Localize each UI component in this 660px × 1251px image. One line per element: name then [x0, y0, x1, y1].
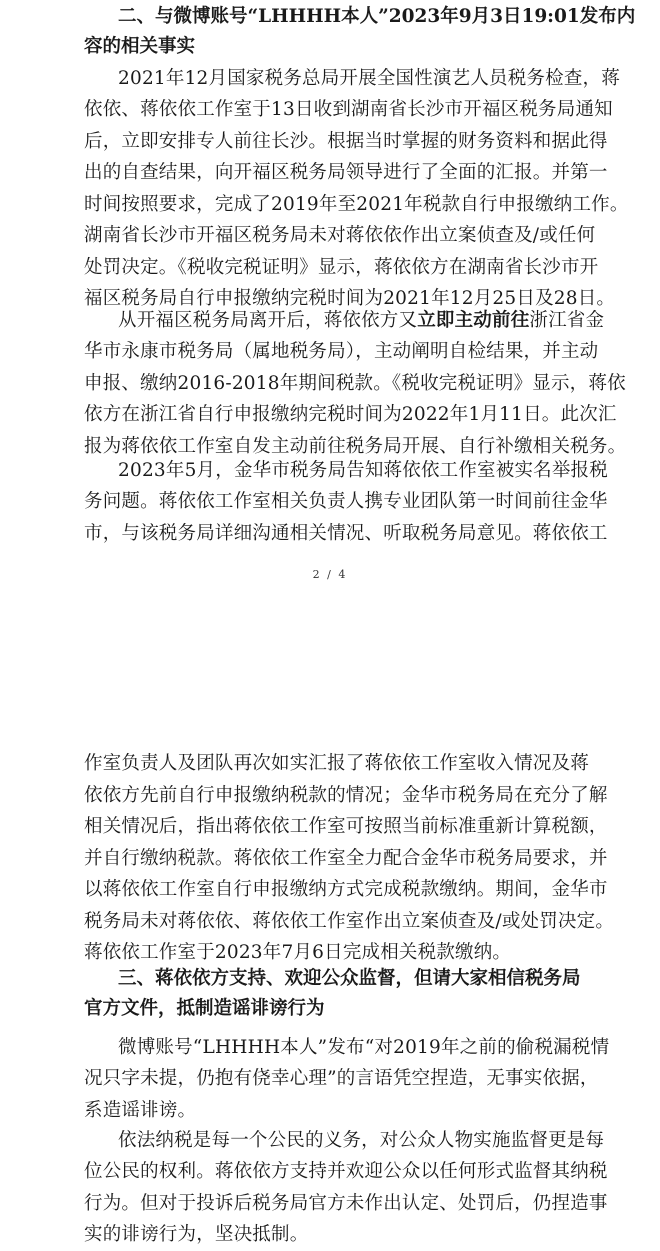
text-line: 后，立即安排专人前往长沙。根据当时掌握的财务资料和据此得	[84, 130, 608, 152]
text-line: 时间按照要求，完成了2019年至2021年税款自行申报缴纳工作。	[84, 193, 629, 215]
text-run: 从开福区税务局离开后，蒋依依方又	[118, 310, 418, 331]
section-2-heading	[118, 2, 635, 32]
text-run: 浙江省金	[529, 310, 605, 331]
emphasis-text: 立即主动前往	[417, 310, 530, 331]
text-line: 福区税务局自行申报缴纳完税时间为2021年12月25日及28日。	[84, 288, 616, 309]
text-line	[118, 305, 604, 337]
text-line: 处罚决定。《税收完税证明》显示，蒋依依方在湖南省长沙市开	[84, 256, 599, 278]
paragraph-4	[118, 1032, 609, 1064]
text-line: 系造谣诽谤。	[84, 1099, 197, 1121]
paragraph-2-body	[84, 336, 626, 462]
text-line: 况只字未提，仍抱有侥幸心理”的言语凭空捏造，无事实依据，	[84, 1068, 599, 1089]
paragraph-continued	[84, 748, 614, 969]
heading-line: 三、蒋依依方支持、欢迎公众监督，但请大家相信税务局	[118, 968, 581, 989]
text-line: 蒋依依工作室于2023年7月6日完成相关税款缴纳。	[84, 942, 512, 963]
document-page-2	[0, 0, 660, 600]
heading-line: 容的相关事实	[84, 36, 196, 57]
section-3-heading	[118, 964, 581, 994]
heading-line: 官方文件，抵制造谣诽谤行为	[84, 998, 325, 1019]
text-line: 位公民的权利。蒋依依方支持并欢迎公众以任何形式监督其纳税	[84, 1161, 608, 1182]
section-2-heading-cont	[84, 32, 195, 62]
paragraph-4-body	[84, 1063, 599, 1126]
text-line: 报为蒋依依工作室自发主动前往税务局开展、自行补缴相关税务。	[84, 435, 627, 457]
text-line: 并自行缴纳税款。蒋依依工作室全力配合金华市税务局要求，并	[84, 847, 608, 869]
text-line: 湖南省长沙市开福区税务局未对蒋依依作出立案侦查及/或任何	[84, 225, 596, 246]
text-line: 出的自查结果，向开福区税务局领导进行了全面的汇报。并第一	[84, 162, 608, 183]
paragraph-2	[118, 305, 604, 337]
paragraph-3-body	[84, 486, 608, 549]
page-number: 2 / 4	[312, 568, 348, 581]
text-line: 依依、蒋依依工作室于13日收到湖南省长沙市开福区税务局通知	[84, 99, 613, 120]
paragraph-5-body	[84, 1156, 608, 1251]
text-line: 税务局未对蒋依依、蒋依依工作室作出立案侦查及/或处罚决定。	[84, 910, 615, 932]
text-line: 以蒋依依工作室自行申报缴纳方式完成税款缴纳。期间，金华市	[84, 879, 608, 900]
text-line: 依方在浙江省自行申报缴纳完税时间为2022年1月11日。此次汇	[84, 404, 617, 425]
text-line: 行为。但对于投诉后税务局官方未作出认定、处罚后，仍捏造事	[84, 1192, 608, 1214]
text-line: 实的诽谤行为，坚决抵制。	[84, 1224, 309, 1245]
paragraph-5	[118, 1125, 604, 1157]
section-3-heading-cont	[84, 994, 325, 1024]
document-page-3	[0, 740, 660, 1245]
text-line: 市，与该税务局详细沟通相关情况、听取税务局意见。蒋依依工	[84, 522, 608, 544]
text-line: 2023年5月，金华市税务局告知蒋依依工作室被实名举报税	[118, 460, 608, 481]
text-line: 依依方先前自行申报缴纳税款的情况；金华市税务局在充分了解	[84, 784, 608, 806]
paragraph-3	[118, 455, 608, 487]
text-line: 依法纳税是每一个公民的义务，对公众人物实施监督更是每	[118, 1130, 605, 1151]
text-line: 务问题。蒋依依工作室相关负责人携专业团队第一时间前往金华	[84, 491, 608, 512]
text-line: 2021年12月国家税务总局开展全国性演艺人员税务检查，蒋	[118, 68, 620, 89]
paragraph-1-body	[84, 94, 629, 315]
page-gap	[0, 600, 660, 740]
text-line: 微博账号“LHHHH本人”发布“对2019年之前的偷税漏税情	[118, 1037, 610, 1058]
heading-line: 二、与微博账号“LHHHH本人”2023年9月3日19:01发布内	[118, 6, 636, 27]
text-line: 申报、缴纳2016-2018年期间税款。《税收完税证明》显示，蒋依	[84, 372, 626, 394]
text-line: 华市永康市税务局（属地税务局），主动阐明自检结果，并主动	[84, 341, 599, 362]
paragraph-1	[118, 63, 620, 95]
text-line: 相关情况后，指出蒋依依工作室可按照当前标准重新计算税额，	[84, 816, 608, 837]
text-line: 作室负责人及团队再次如实汇报了蒋依依工作室收入情况及蒋	[84, 753, 589, 774]
